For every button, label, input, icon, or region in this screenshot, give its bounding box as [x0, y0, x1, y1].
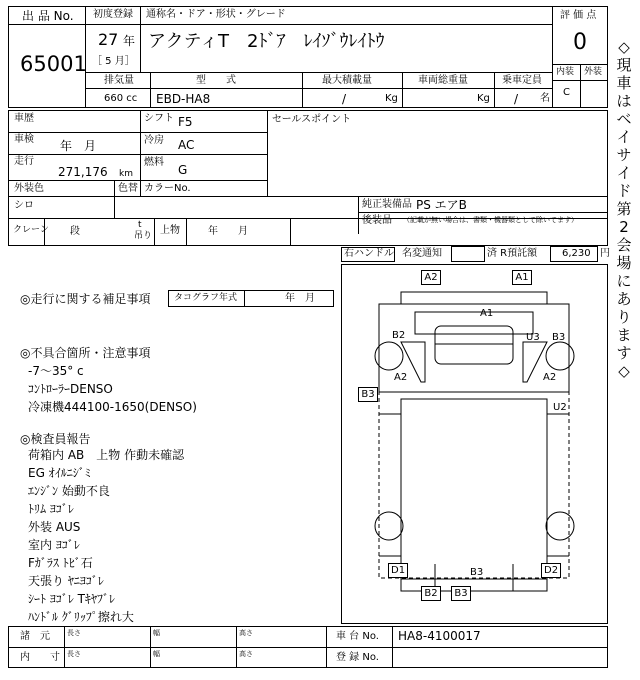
damage-mark: B2	[392, 330, 406, 341]
damage-mark: D2	[541, 563, 561, 578]
model-label: 通称名・ドア・形状・グレード	[146, 9, 286, 20]
side-note: ◇ 現 車 は ベ イ サ イ ド 第 2 会 場 に あ り ま す ◇	[616, 38, 632, 380]
fuel-value: G	[178, 163, 188, 177]
crane-label: クレーン	[13, 225, 49, 235]
max-load-label: 最大積載量	[322, 75, 372, 86]
crane-lift-top: t	[138, 220, 142, 230]
score-label: 評 価 点	[560, 10, 597, 21]
upper-label: 上物	[160, 225, 180, 236]
recycle-label: 済 R預託額	[487, 248, 538, 259]
height-label: 高さ	[239, 650, 253, 658]
inspection-value: 年 月	[60, 139, 97, 153]
exterior-label: 外装	[584, 67, 603, 77]
right-hand-label: 右ハンドル	[344, 248, 394, 259]
damage-mark: U2	[553, 402, 567, 413]
damage-mark: A1	[480, 308, 494, 319]
history-label: 車歴	[14, 113, 34, 124]
defect-line: -7～35° c	[28, 364, 84, 378]
registration-label: 登 録 No.	[336, 652, 379, 663]
mileage-label: 走行	[14, 156, 34, 167]
inspector-line: Fｶﾞﾗｽ ﾄﾋﾞ石	[28, 556, 93, 570]
length-label: 長さ	[67, 650, 81, 658]
displacement-value: 660 cc	[104, 93, 138, 104]
damage-mark: D1	[388, 563, 408, 578]
title-change-label: 名変通知	[402, 248, 442, 259]
ext-color-label: 外装色	[14, 183, 44, 194]
fuel-label: 燃料	[144, 157, 164, 168]
inspector-line: 室内 ﾖｺﾞﾚ	[28, 538, 80, 552]
sales-point-label: セールスポイント	[272, 114, 352, 125]
chassis-number: HA8-4100017	[398, 629, 481, 643]
inspector-line: 天張り ﾔﾆﾖｺﾞﾚ	[28, 574, 104, 588]
driving-label: ◎走行に関する補足事項	[20, 292, 151, 306]
capacity-value: /	[514, 92, 519, 106]
repair-label: 諸 元	[20, 631, 50, 642]
damage-mark: B3	[358, 387, 378, 402]
ext-color-value: シロ	[14, 200, 34, 211]
damage-mark: U3	[526, 332, 540, 343]
damage-mark: A2	[421, 270, 441, 285]
damage-mark: B3	[552, 332, 566, 343]
capacity-label: 乗車定員	[502, 75, 542, 86]
color-code-label: カラーNo.	[144, 183, 191, 194]
displacement-label: 排気量	[104, 75, 134, 86]
width-label: 幅	[153, 650, 160, 658]
model-type-label: 型 式	[196, 75, 236, 86]
inspector-line: 外装 AUS	[28, 520, 81, 534]
inspector-label: ◎検査員報告	[20, 432, 91, 446]
inspector-line: 荷箱内 AB 上物 作動未確認	[28, 448, 185, 462]
damage-mark: A2	[394, 372, 408, 383]
inspection-label: 車検	[14, 134, 34, 145]
interior-dim-label: 内 寸	[20, 652, 60, 663]
inspector-line: ﾄﾘﾑ ﾖｺﾞﾚ	[28, 502, 74, 516]
std-equipment-label: 純正装備品	[362, 199, 412, 210]
aftermarket-note: （記載が無い場合は、書類・機器類として除いてます）	[403, 216, 578, 224]
defects-label: ◎不具合箇所・注意事項	[20, 346, 151, 360]
ac-value: AC	[178, 138, 195, 152]
width-label: 幅	[153, 629, 160, 637]
height-label: 高さ	[239, 629, 253, 637]
defect-line: ｺﾝﾄﾛｰﾗｰDENSO	[28, 382, 113, 396]
shift-value: F5	[178, 115, 193, 129]
inspector-line: ﾊﾝﾄﾞﾙ ｸﾞﾘｯﾌﾟ擦れ大	[28, 610, 134, 624]
capacity-unit: 名	[540, 93, 550, 104]
recycle-unit: 円	[600, 248, 610, 259]
interior-score: C	[563, 87, 570, 98]
damage-mark: B2	[421, 586, 441, 601]
title-change-box	[451, 246, 485, 262]
interior-label: 内装	[556, 67, 575, 77]
damage-mark: A1	[512, 270, 532, 285]
aftermarket-label: 後装品	[362, 215, 392, 226]
first-reg-year-unit: 年	[123, 34, 136, 48]
lot-number: 65001	[20, 52, 87, 76]
first-reg-year: 27	[98, 30, 119, 49]
tachograph-label: タコグラフ年式	[174, 293, 238, 303]
inspector-line: EG ｵｲﾙﾆｼﾞﾐ	[28, 466, 91, 480]
defect-line: 冷凍機444100-1650(DENSO)	[28, 400, 197, 414]
gross-weight-label: 車両総重量	[418, 75, 468, 86]
max-load-value: /	[342, 92, 347, 106]
mileage-value: 271,176	[58, 165, 108, 179]
inspector-line: ｼｰﾄ ﾖｺﾞﾚ Tｷﾔﾌﾞﾚ	[28, 592, 115, 606]
chassis-label: 車 台 No.	[336, 631, 379, 642]
tachograph-value: 年 月	[285, 293, 315, 304]
damage-mark: A2	[543, 372, 557, 383]
ac-label: 冷房	[144, 135, 164, 146]
color-no-label: 色替	[118, 183, 138, 194]
recycle-amount: 6,230	[562, 248, 591, 259]
max-load-unit: Kg	[385, 93, 398, 104]
length-label: 長さ	[67, 629, 81, 637]
first-reg-month: ［ 5 月］	[92, 56, 135, 67]
model-type-value: EBD-HA8	[156, 92, 211, 106]
damage-mark: B3	[451, 586, 471, 601]
damage-mark: B3	[470, 567, 484, 578]
score-value: 0	[573, 30, 587, 55]
std-equipment-value: PS エアB	[416, 198, 467, 212]
gross-weight-unit: Kg	[477, 93, 490, 104]
mileage-unit: km	[119, 169, 133, 179]
vehicle-name: アクティT 2ﾄﾞｱ ﾚｲｿﾞｳﾚｲﾄｳ	[148, 31, 385, 52]
shift-label: シフト	[144, 113, 174, 124]
inspector-line: ｴﾝｼﾞﾝ 始動不良	[28, 484, 110, 498]
crane-value: 段	[70, 226, 80, 237]
first-reg-label: 初度登録	[93, 9, 133, 20]
crane-lift-bottom: 吊り	[134, 231, 153, 241]
upper-value: 年 月	[208, 226, 248, 237]
lot-label: 出 品 No.	[22, 9, 74, 23]
